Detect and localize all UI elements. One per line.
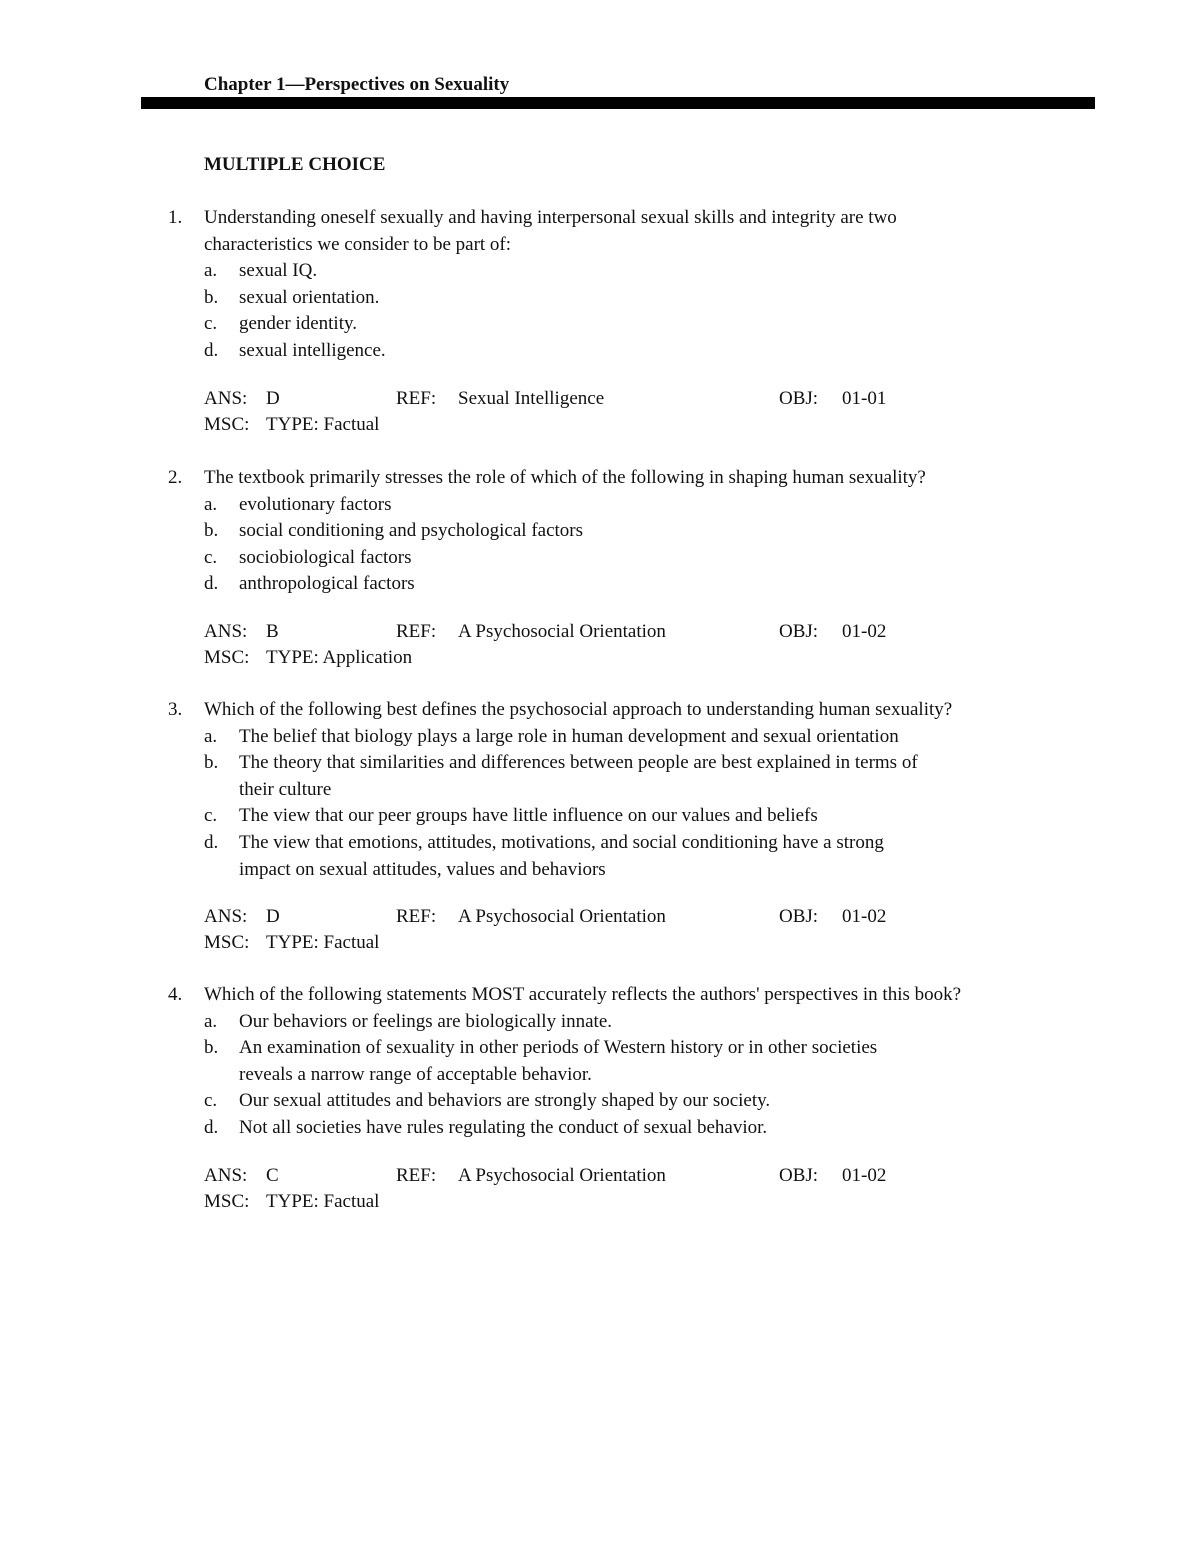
option-letter: d. <box>204 573 219 595</box>
ans-value: B <box>266 620 279 642</box>
answer-option <box>0 1115 1200 1142</box>
option-letter: a. <box>204 493 218 515</box>
answer-option <box>0 571 1200 598</box>
ans-value: D <box>266 387 280 409</box>
ref-label: REF: <box>396 620 437 642</box>
ans-value: D <box>266 906 280 928</box>
answer-key-row <box>0 619 1200 645</box>
msc-value: TYPE: Factual <box>266 932 380 954</box>
answer-option <box>0 285 1200 312</box>
answer-option <box>0 1088 1200 1115</box>
obj-value: 01-01 <box>842 387 887 409</box>
msc-label: MSC: <box>204 413 250 435</box>
option-text: reveals a narrow range of acceptable behavior. <box>239 1063 592 1085</box>
answer-option <box>0 1009 1200 1036</box>
option-text: sociobiological factors <box>239 546 412 568</box>
ref-value: Sexual Intelligence <box>458 387 605 409</box>
msc-value: TYPE: Application <box>266 646 413 668</box>
obj-label: OBJ: <box>779 906 819 928</box>
option-letter: c. <box>204 313 218 335</box>
option-text: The view that our peer groups have little influence on our values and beliefs <box>239 805 818 827</box>
answer-option <box>0 518 1200 545</box>
option-text: Not all societies have rules regulating the conduct of sexual behavior. <box>239 1116 768 1138</box>
msc-value: TYPE: Factual <box>266 1190 380 1212</box>
spacer <box>0 883 1200 904</box>
ref-label: REF: <box>396 1164 437 1186</box>
msc-label: MSC: <box>204 1190 250 1212</box>
answer-option <box>0 1035 1200 1062</box>
msc-row <box>0 1189 1200 1215</box>
option-letter: c. <box>204 805 218 827</box>
obj-value: 01-02 <box>842 620 887 642</box>
question-text: Which of the following best defines the psychosocial approach to understanding human sexuality? <box>204 699 953 720</box>
chapter-title: Chapter 1—Perspectives on Sexuality <box>204 74 510 95</box>
ref-value: A Psychosocial Orientation <box>458 1164 666 1186</box>
obj-value: 01-02 <box>842 1164 887 1186</box>
ref-value: A Psychosocial Orientation <box>458 620 666 642</box>
answer-option <box>0 1062 1200 1089</box>
option-letter: b. <box>204 520 219 542</box>
option-text: The belief that biology plays a large role in human development and sexual orientation <box>239 725 899 747</box>
option-text: Our behaviors or feelings are biologically innate. <box>239 1010 613 1032</box>
option-letter: c. <box>204 1090 218 1112</box>
option-text: sexual orientation. <box>239 286 380 308</box>
msc-value: TYPE: Factual <box>266 413 380 435</box>
question-text: The textbook primarily stresses the role of which of the following in shaping human sexuality? <box>204 467 926 488</box>
option-text: gender identity. <box>239 313 358 335</box>
question-number: 2. <box>168 467 183 488</box>
question-text: Understanding oneself sexually and having interpersonal sexual skills and integrity are two <box>204 207 897 228</box>
msc-row <box>0 645 1200 671</box>
question-stem-line <box>0 982 1200 1009</box>
option-letter: a. <box>204 1010 218 1032</box>
option-text: An examination of sexuality in other periods of Western history or in other societies <box>239 1037 878 1059</box>
obj-label: OBJ: <box>779 620 819 642</box>
ans-value: C <box>266 1164 279 1186</box>
option-text: their culture <box>239 778 332 800</box>
answer-option <box>0 545 1200 572</box>
question-stem-line <box>0 205 1200 232</box>
option-text: sexual IQ. <box>239 260 318 282</box>
option-letter: c. <box>204 546 218 568</box>
question-4 <box>0 982 1200 1215</box>
ans-label: ANS: <box>204 620 248 642</box>
ans-label: ANS: <box>204 1164 248 1186</box>
ans-label: ANS: <box>204 906 248 928</box>
question-3 <box>0 697 1200 956</box>
option-text: The view that emotions, attitudes, motivations, and social conditioning have a strong <box>239 831 884 853</box>
option-text: evolutionary factors <box>239 493 392 515</box>
section-heading: MULTIPLE CHOICE <box>204 154 386 175</box>
msc-label: MSC: <box>204 646 250 668</box>
answer-key-row <box>0 1163 1200 1189</box>
option-letter: b. <box>204 752 219 774</box>
obj-label: OBJ: <box>779 387 819 409</box>
option-letter: a. <box>204 260 218 282</box>
obj-label: OBJ: <box>779 1164 819 1186</box>
question-stem-line <box>0 697 1200 724</box>
option-letter: d. <box>204 1116 219 1138</box>
answer-option <box>0 857 1200 884</box>
ref-label: REF: <box>396 387 437 409</box>
answer-key-row <box>0 386 1200 412</box>
msc-label: MSC: <box>204 932 250 954</box>
answer-option <box>0 492 1200 519</box>
option-letter: d. <box>204 339 219 361</box>
option-letter: a. <box>204 725 218 747</box>
answer-option <box>0 258 1200 285</box>
answer-key-row <box>0 904 1200 930</box>
answer-option <box>0 311 1200 338</box>
option-text: Our sexual attitudes and behaviors are strongly shaped by our society. <box>239 1090 771 1112</box>
option-text: anthropological factors <box>239 573 415 595</box>
msc-row <box>0 930 1200 956</box>
option-text: impact on sexual attitudes, values and behaviors <box>239 858 606 880</box>
answer-option <box>0 777 1200 804</box>
option-letter: b. <box>204 286 219 308</box>
question-text: characteristics we consider to be part of: <box>204 233 512 255</box>
obj-value: 01-02 <box>842 906 887 928</box>
question-number: 1. <box>168 207 183 228</box>
ref-label: REF: <box>396 906 437 928</box>
question-stem-line <box>0 232 1200 259</box>
spacer <box>0 598 1200 619</box>
answer-option <box>0 803 1200 830</box>
answer-option <box>0 830 1200 857</box>
option-text: The theory that similarities and differences between people are best explained in terms of <box>239 752 918 774</box>
answer-option <box>0 724 1200 751</box>
answer-option <box>0 750 1200 777</box>
ref-value: A Psychosocial Orientation <box>458 906 666 928</box>
question-1 <box>0 205 1200 438</box>
option-text: social conditioning and psychological factors <box>239 520 584 542</box>
option-letter: d. <box>204 831 219 853</box>
question-text: Which of the following statements MOST accurately reflects the authors' perspectives in this book? <box>204 984 962 1005</box>
option-text: sexual intelligence. <box>239 339 386 361</box>
spacer <box>0 365 1200 386</box>
question-number: 4. <box>168 984 183 1005</box>
msc-row <box>0 412 1200 438</box>
option-letter: b. <box>204 1037 219 1059</box>
answer-option <box>0 338 1200 365</box>
title-rule <box>141 97 1095 109</box>
question-2 <box>0 465 1200 671</box>
question-stem-line <box>0 465 1200 492</box>
spacer <box>0 1142 1200 1163</box>
question-number: 3. <box>168 699 183 720</box>
ans-label: ANS: <box>204 387 248 409</box>
